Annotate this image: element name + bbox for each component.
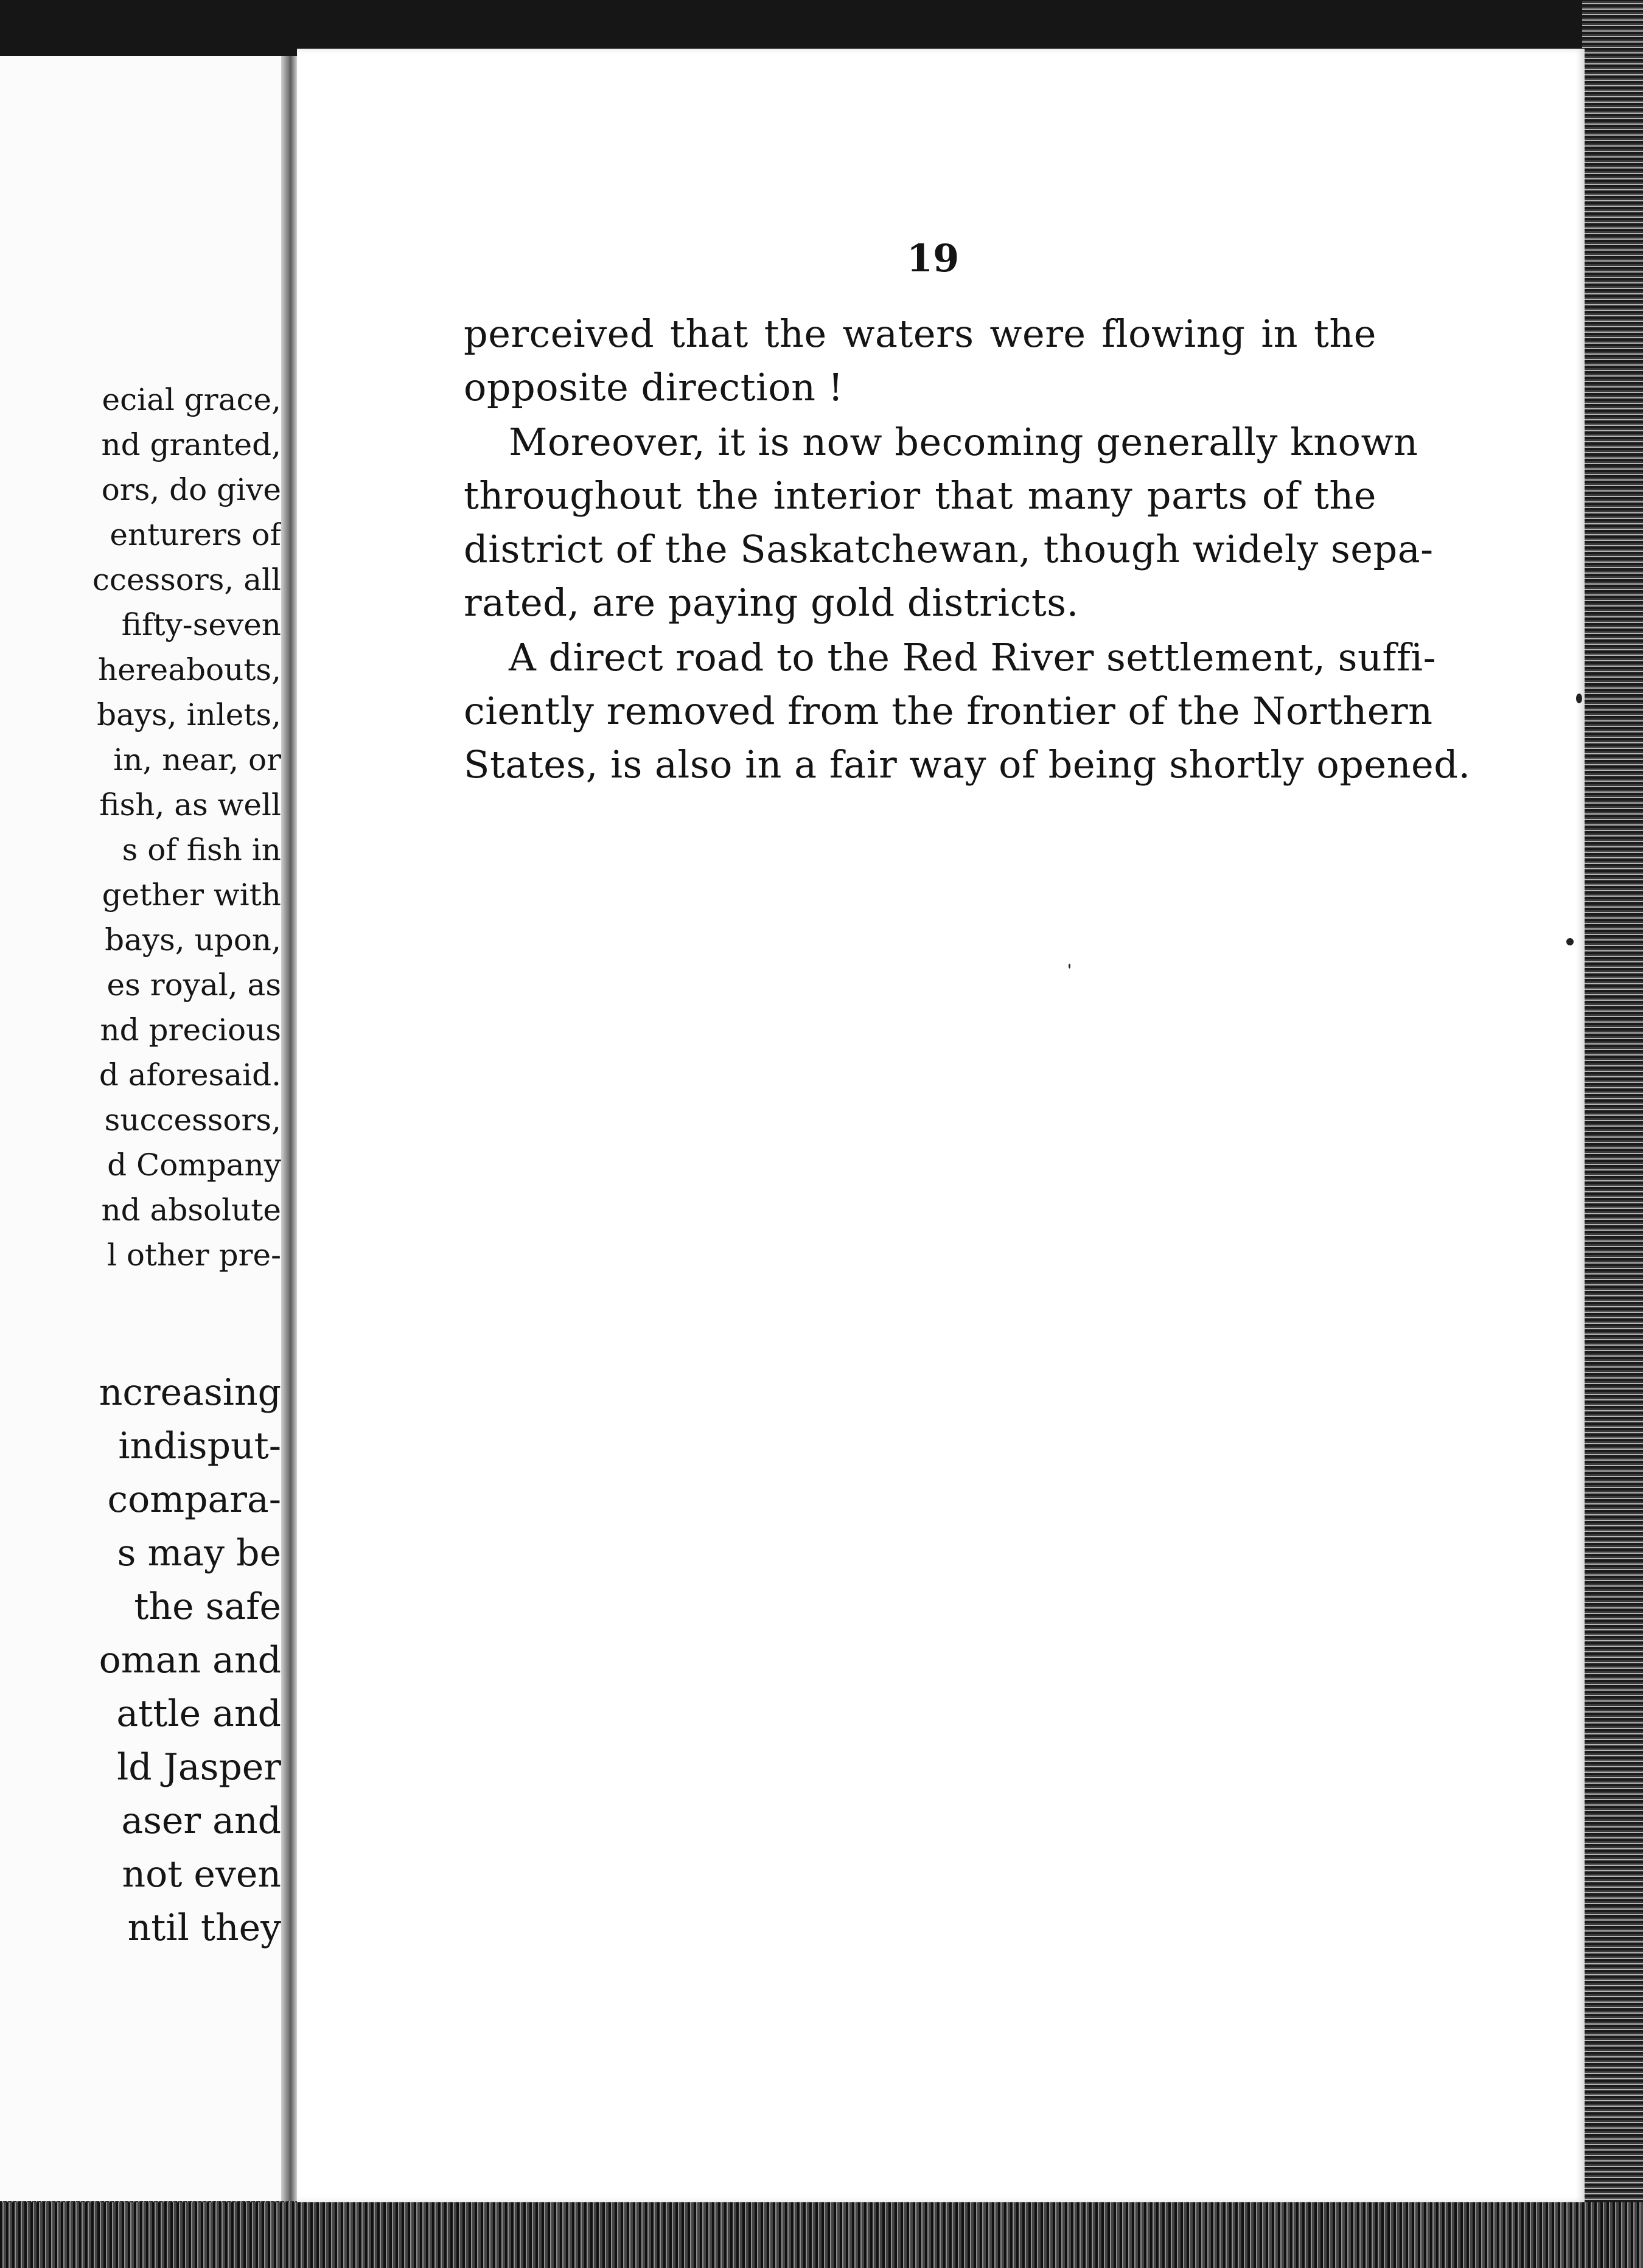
scan-right-edge: [1582, 0, 1643, 2268]
body-text-line: States, is also in a fair way of being shortly opened.: [464, 742, 1471, 787]
scan-speck: [1069, 964, 1070, 969]
left-page-line: bays, inlets,: [97, 697, 281, 732]
body-text-line: district of the Saskatchewan, though widely sepa-: [464, 527, 1434, 571]
left-page-line: ccessors, all: [92, 562, 281, 597]
left-page-line: hereabouts,: [97, 652, 281, 687]
left-page-line: ecial grace,: [102, 382, 281, 417]
left-page-line: d Company: [107, 1147, 281, 1183]
left-page-line: aser and: [121, 1800, 281, 1842]
left-page-line: ors, do give: [101, 472, 281, 507]
left-page-line: s may be: [117, 1532, 281, 1574]
body-text-line: Moreover, it is now becoming generally known: [509, 420, 1418, 464]
left-page-line: nd granted,: [101, 427, 281, 462]
left-page-line: successors,: [104, 1102, 281, 1138]
page-number: 19: [907, 236, 960, 280]
left-page-line: es royal, as: [106, 967, 281, 1003]
left-page-line: the safe: [134, 1585, 281, 1628]
left-page-line: s of fish in: [122, 832, 281, 868]
body-text-line: perceived that the waters were flowing in the: [464, 311, 1376, 356]
left-page-line: fish, as well: [99, 787, 281, 823]
left-page-line: d aforesaid.: [99, 1057, 281, 1093]
book-gutter: [281, 56, 297, 2201]
left-page-line: indisput-: [118, 1425, 281, 1467]
left-page-line: nd absolute: [101, 1192, 281, 1228]
body-text-line: throughout the interior that many parts of the: [464, 473, 1376, 518]
body-text-line: A direct road to the Red River settlement, suffi-: [509, 635, 1437, 680]
body-text-line: ciently removed from the frontier of the Northern: [464, 689, 1433, 733]
left-page-line: ntil they: [127, 1907, 281, 1949]
left-page-line: fifty-seven: [121, 607, 281, 642]
left-page-line: compara-: [107, 1478, 281, 1521]
left-page-line: not even: [122, 1853, 281, 1896]
left-page-line: ncreasing: [99, 1371, 281, 1414]
scan-bottom-edge: [0, 2202, 1643, 2268]
left-page-line: l other pre-: [106, 1237, 281, 1273]
left-page-line: gether with: [102, 877, 281, 913]
left-page-line: attle and: [116, 1692, 281, 1735]
scan-top-edge: [0, 0, 1643, 56]
left-page-line: in, near, or: [113, 742, 281, 777]
scan-speck: [1566, 938, 1574, 945]
left-page-line: bays, upon,: [105, 922, 281, 958]
body-text-line: rated, are paying gold districts.: [464, 580, 1079, 625]
body-text-line: opposite direction !: [464, 365, 844, 409]
left-page: [0, 56, 281, 2201]
left-page-line: enturers of: [110, 517, 281, 552]
left-page-line: ld Jasper: [117, 1746, 281, 1789]
left-page-line: oman and: [99, 1639, 281, 1682]
left-page-line: nd precious: [100, 1012, 281, 1048]
scan-speck: [1576, 694, 1582, 703]
